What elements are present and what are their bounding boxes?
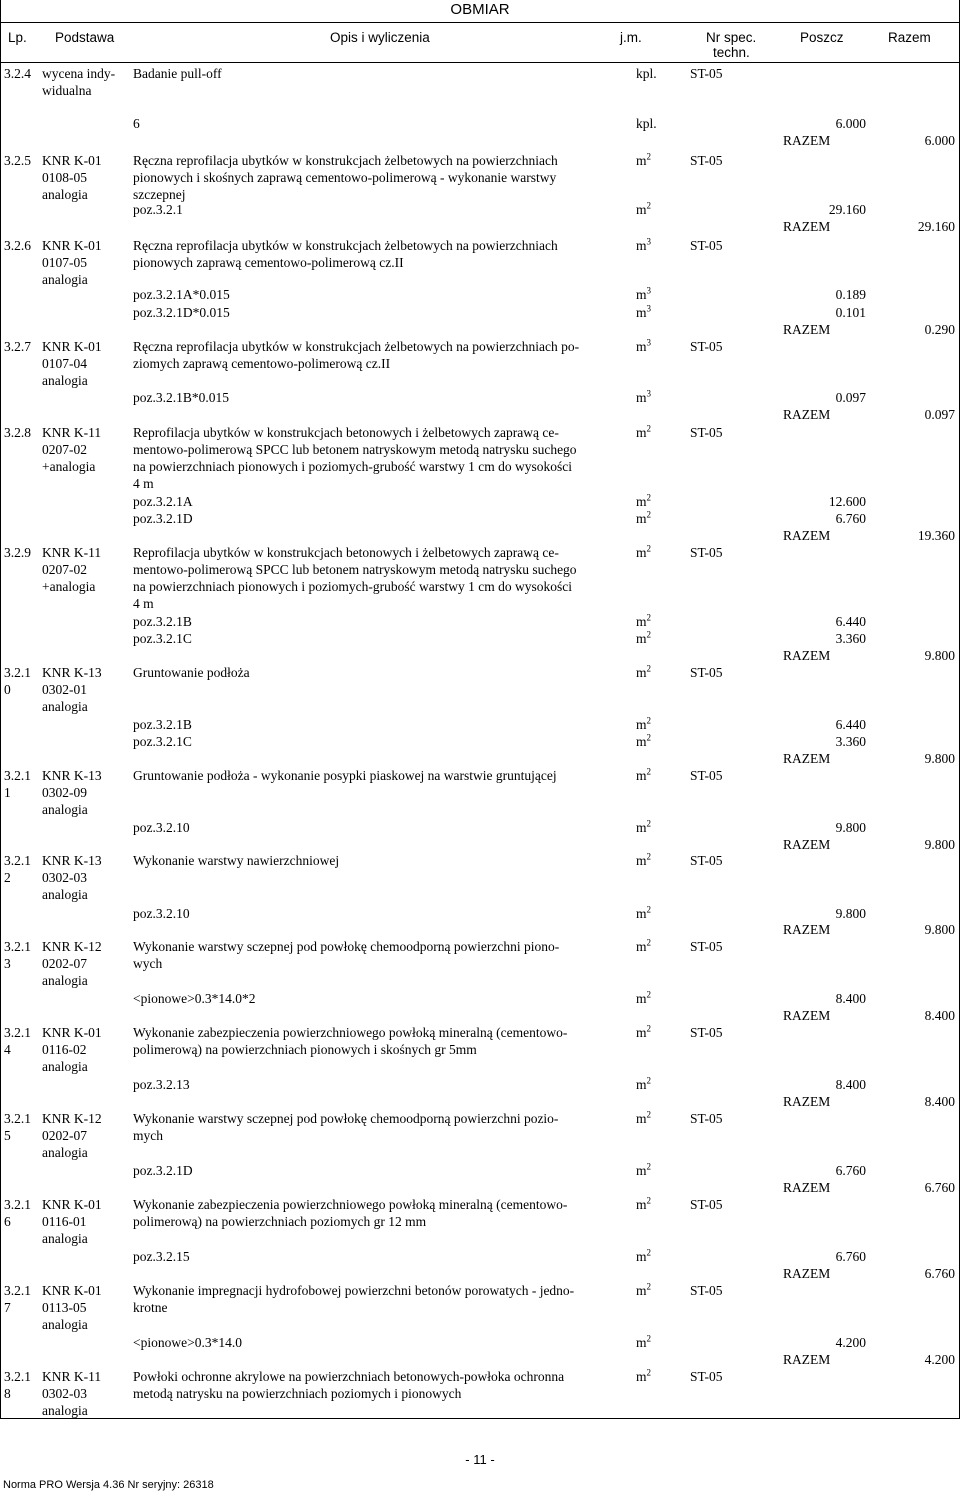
item-spec: ST-05 <box>690 768 723 783</box>
item-basis: analogia <box>42 1403 88 1418</box>
calc-formula: poz.3.2.1C <box>133 631 192 646</box>
item-basis: KNR K-01 <box>42 238 102 253</box>
calc-unit: $m^2$ <box>636 715 652 732</box>
item-number: 3.2.6 <box>4 238 31 253</box>
col-header-lp: Lp. <box>8 30 27 45</box>
page-title: OBMIAR <box>450 1 510 18</box>
razem-label: RAZEM <box>783 837 831 852</box>
razem-label: RAZEM <box>783 648 831 663</box>
item-basis: KNR K-12 <box>42 1111 102 1126</box>
calc-unit: kpl. <box>636 116 657 131</box>
calc-unit: $m^2$ <box>636 492 652 509</box>
item-basis: KNR K-12 <box>42 939 102 954</box>
item-spec: ST-05 <box>690 939 723 954</box>
item-number: 3.2.1 <box>4 939 31 954</box>
calc-value: 0.101 <box>835 305 866 320</box>
item-basis: +analogia <box>42 459 96 474</box>
calc-formula: poz.3.2.1D*0.015 <box>133 305 230 320</box>
item-basis: 0302-03 <box>42 1386 87 1401</box>
calc-formula: poz.3.2.1C <box>133 734 192 749</box>
calc-value: 0.097 <box>835 390 866 405</box>
item-description: pionowych zaprawą cementowo-polimerową cz.II <box>133 255 404 270</box>
calc-unit: $m^2$ <box>636 1075 652 1092</box>
calc-value: 6.760 <box>835 1163 866 1178</box>
item-description: Wykonanie warstwy sczepnej pod powłokę chemoodporną powierzchni piono- <box>133 939 560 954</box>
col-header-nrspec-2: techn. <box>713 45 750 60</box>
calc-formula: poz.3.2.10 <box>133 906 190 921</box>
item-description: 4 m <box>133 596 154 611</box>
item-basis: KNR K-01 <box>42 339 102 354</box>
item-description: na powierzchniach pionowych i poziomych-grubość warstwy 1 cm do wysokości <box>133 579 573 594</box>
razem-total: 6.000 <box>924 133 955 148</box>
software-version: Norma PRO Wersja 4.36 Nr seryjny: 26318 <box>3 1479 214 1491</box>
col-header-podstawa: Podstawa <box>55 30 115 45</box>
item-description: Reprofilacja ubytków w konstrukcjach betonowych i żelbetowych zaprawą ce- <box>133 425 559 440</box>
item-basis: 0108-05 <box>42 170 87 185</box>
item-unit: $m^2$ <box>636 1367 652 1384</box>
item-description: ziomych zaprawą cementowo-polimerową cz.II <box>133 356 391 371</box>
calc-formula: poz.3.2.1D <box>133 1163 193 1178</box>
razem-label: RAZEM <box>783 133 831 148</box>
col-header-jm: j.m. <box>620 30 642 45</box>
item-basis: 0107-04 <box>42 356 87 371</box>
item-basis: analogia <box>42 887 88 902</box>
calc-formula: poz.3.2.1D <box>133 511 193 526</box>
item-unit: $m^2$ <box>636 766 652 783</box>
item-number: 3.2.1 <box>4 853 31 868</box>
item-basis: 0116-02 <box>42 1042 87 1057</box>
item-basis: analogia <box>42 1145 88 1160</box>
calc-formula: poz.3.2.1A*0.015 <box>133 287 230 302</box>
item-basis: analogia <box>42 802 88 817</box>
item-description: mentowo-polimerową SPCC lub betonem natryskowym metodą natrysku suchego <box>133 562 577 577</box>
item-description: na powierzchniach pionowych i poziomych-grubość warstwy 1 cm do wysokości <box>133 459 573 474</box>
razem-label: RAZEM <box>783 1352 831 1367</box>
razem-label: RAZEM <box>783 528 831 543</box>
item-description: Wykonanie impregnacji hydrofobowej powierzchni betonów porowatych - jedno- <box>133 1283 575 1298</box>
razem-total: 4.200 <box>924 1352 955 1367</box>
razem-total: 29.160 <box>917 219 955 234</box>
item-basis: KNR K-11 <box>42 545 102 560</box>
item-unit: $m^2$ <box>636 1195 652 1212</box>
item-basis: analogia <box>42 1231 88 1246</box>
item-spec: ST-05 <box>690 1197 723 1212</box>
item-basis: analogia <box>42 1317 88 1332</box>
item-basis: 0207-02 <box>42 562 87 577</box>
calc-formula: <pionowe>0.3*14.0 <box>133 1335 242 1350</box>
calc-value: 8.400 <box>835 991 866 1006</box>
item-spec: ST-05 <box>690 853 723 868</box>
razem-label: RAZEM <box>783 1008 831 1023</box>
calc-formula: poz.3.2.15 <box>133 1249 190 1264</box>
table-bottom-rule <box>0 1418 960 1419</box>
calc-value: 8.400 <box>835 1077 866 1092</box>
item-basis: KNR K-11 <box>42 425 102 440</box>
item-basis: +analogia <box>42 579 96 594</box>
item-unit: $m^2$ <box>636 543 652 560</box>
item-description: Wykonanie warstwy nawierzchniowej <box>133 853 340 868</box>
item-description: Powłoki ochronne akrylowe na powierzchniach betonowych-powłoka ochronna <box>133 1369 565 1384</box>
item-basis: 0107-05 <box>42 255 87 270</box>
razem-total: 19.360 <box>917 528 955 543</box>
item-unit: $m^2$ <box>636 851 652 868</box>
razem-label: RAZEM <box>783 407 831 422</box>
calc-unit: $m^2$ <box>636 818 652 835</box>
item-basis: KNR K-13 <box>42 853 102 868</box>
item-description: Ręczna reprofilacja ubytków w konstrukcjach żelbetowych na powierzchniach <box>133 238 558 253</box>
item-unit: $m^2$ <box>636 423 652 440</box>
page-number: - 11 - <box>465 1452 495 1467</box>
item-description: Ręczna reprofilacja ubytków w konstrukcjach żelbetowych na powierzchniach <box>133 153 558 168</box>
calc-value: 9.800 <box>835 906 866 921</box>
item-spec: ST-05 <box>690 339 723 354</box>
col-header-opis: Opis i wyliczenia <box>330 30 430 45</box>
razem-total: 9.800 <box>924 648 955 663</box>
item-number: 3.2.1 <box>4 1111 31 1126</box>
item-number: 3.2.1 <box>4 1025 31 1040</box>
item-unit: $m^3$ <box>636 236 652 253</box>
calc-formula: 6 <box>133 116 140 131</box>
item-description: Wykonanie zabezpieczenia powierzchniowego powłoką mineralną (cementowo- <box>133 1025 568 1040</box>
item-description: mych <box>133 1128 163 1143</box>
item-description: Badanie pull-off <box>133 66 222 81</box>
item-basis: KNR K-01 <box>42 1025 102 1040</box>
item-number: 3.2.4 <box>4 66 31 81</box>
item-description: Wykonanie warstwy sczepnej pod powłokę chemoodporną powierzchni pozio- <box>133 1111 559 1126</box>
item-description: mentowo-polimerową SPCC lub betonem natryskowym metodą natrysku suchego <box>133 442 577 457</box>
razem-label: RAZEM <box>783 751 831 766</box>
calc-unit: $m^2$ <box>636 1333 652 1350</box>
item-number: 3.2.1 <box>4 1369 31 1384</box>
item-basis: analogia <box>42 272 88 287</box>
item-spec: ST-05 <box>690 66 723 81</box>
calc-value: 29.160 <box>828 202 866 217</box>
calc-value: 4.200 <box>835 1335 866 1350</box>
item-spec: ST-05 <box>690 545 723 560</box>
calc-unit: $m^2$ <box>636 200 652 217</box>
calc-formula: poz.3.2.13 <box>133 1077 190 1092</box>
item-basis: 0202-07 <box>42 956 87 971</box>
razem-total: 0.097 <box>924 407 955 422</box>
calc-formula: poz.3.2.1B <box>133 614 192 629</box>
calc-formula: poz.3.2.1B*0.015 <box>133 390 229 405</box>
item-description: Wykonanie zabezpieczenia powierzchniowego powłoką mineralną (cementowo- <box>133 1197 568 1212</box>
item-description: Reprofilacja ubytków w konstrukcjach betonowych i żelbetowych zaprawą ce- <box>133 545 559 560</box>
calc-value: 6.440 <box>835 717 866 732</box>
item-number: 8 <box>4 1386 11 1401</box>
calc-formula: poz.3.2.1B <box>133 717 192 732</box>
item-basis: wycena indy- <box>42 66 116 81</box>
item-basis: analogia <box>42 699 88 714</box>
calc-unit: $m^2$ <box>636 1161 652 1178</box>
item-basis: KNR K-01 <box>42 1283 102 1298</box>
item-number: 1 <box>4 785 11 800</box>
item-basis: KNR K-11 <box>42 1369 102 1384</box>
item-basis: 0116-01 <box>42 1214 87 1229</box>
calc-unit: $m^2$ <box>636 732 652 749</box>
item-basis: 0113-05 <box>42 1300 87 1315</box>
calc-value: 3.360 <box>835 631 866 646</box>
item-basis: KNR K-01 <box>42 1197 102 1212</box>
item-description: Ręczna reprofilacja ubytków w konstrukcjach żelbetowych na powierzchniach po- <box>133 339 580 354</box>
item-number: 3.2.7 <box>4 339 31 354</box>
item-number: 6 <box>4 1214 11 1229</box>
item-number: 5 <box>4 1128 11 1143</box>
razem-total: 9.800 <box>924 922 955 937</box>
item-number: 3.2.5 <box>4 153 31 168</box>
calc-formula: poz.3.2.1 <box>133 202 183 217</box>
col-header-poszcz: Poszcz <box>800 30 844 45</box>
item-basis: 0302-01 <box>42 682 87 697</box>
item-spec: ST-05 <box>690 665 723 680</box>
razem-total: 8.400 <box>924 1094 955 1109</box>
header-bottom-rule <box>0 62 960 63</box>
item-spec: ST-05 <box>690 1111 723 1126</box>
item-description: Gruntowanie podłoża - wykonanie posypki piaskowej na warstwie gruntującej <box>133 768 557 783</box>
item-unit: $m^3$ <box>636 337 652 354</box>
item-basis: widualna <box>42 83 92 98</box>
header-top-rule <box>0 22 960 23</box>
calc-formula: <pionowe>0.3*14.0*2 <box>133 991 256 1006</box>
item-number: 2 <box>4 870 11 885</box>
item-spec: ST-05 <box>690 425 723 440</box>
item-basis: 0302-03 <box>42 870 87 885</box>
item-number: 3.2.1 <box>4 768 31 783</box>
razem-total: 6.760 <box>924 1180 955 1195</box>
item-description: pionowych i skośnych zaprawą cementowo-polimerową - wykonanie warstwy <box>133 170 557 185</box>
calc-value: 12.600 <box>828 494 866 509</box>
item-spec: ST-05 <box>690 153 723 168</box>
item-unit: $m^2$ <box>636 1281 652 1298</box>
item-number: 3.2.9 <box>4 545 31 560</box>
razem-label: RAZEM <box>783 922 831 937</box>
calc-unit: $m^2$ <box>636 1247 652 1264</box>
item-unit: $m^2$ <box>636 937 652 954</box>
item-description: polimerową) na powierzchniach poziomych gr 12 mm <box>133 1214 427 1229</box>
item-description: wych <box>133 956 163 971</box>
razem-total: 9.800 <box>924 837 955 852</box>
item-number: 3.2.1 <box>4 1283 31 1298</box>
item-spec: ST-05 <box>690 1283 723 1298</box>
item-basis: analogia <box>42 187 88 202</box>
item-number: 3.2.1 <box>4 1197 31 1212</box>
calc-formula: poz.3.2.10 <box>133 820 190 835</box>
razem-label: RAZEM <box>783 322 831 337</box>
item-unit: $m^2$ <box>636 151 652 168</box>
calc-unit: $m^2$ <box>636 612 652 629</box>
item-basis: analogia <box>42 373 88 388</box>
calc-unit: $m^2$ <box>636 989 652 1006</box>
razem-total: 9.800 <box>924 751 955 766</box>
razem-total: 8.400 <box>924 1008 955 1023</box>
item-number: 7 <box>4 1300 11 1315</box>
item-basis: analogia <box>42 1059 88 1074</box>
item-unit: $m^2$ <box>636 1109 652 1126</box>
item-unit: $m^2$ <box>636 1023 652 1040</box>
calc-value: 6.760 <box>835 1249 866 1264</box>
calc-value: 6.000 <box>835 116 866 131</box>
item-basis: 0202-07 <box>42 1128 87 1143</box>
razem-label: RAZEM <box>783 1266 831 1281</box>
razem-label: RAZEM <box>783 219 831 234</box>
razem-total: 6.760 <box>924 1266 955 1281</box>
item-basis: KNR K-13 <box>42 768 102 783</box>
razem-total: 0.290 <box>924 322 955 337</box>
item-unit: $m^2$ <box>636 663 652 680</box>
calc-value: 0.189 <box>835 287 866 302</box>
item-spec: ST-05 <box>690 1025 723 1040</box>
calc-formula: poz.3.2.1A <box>133 494 193 509</box>
item-unit: kpl. <box>636 66 657 81</box>
calc-unit: $m^2$ <box>636 904 652 921</box>
table-left-border <box>0 0 1 1418</box>
calc-unit: $m^3$ <box>636 303 652 320</box>
razem-label: RAZEM <box>783 1180 831 1195</box>
calc-unit: $m^2$ <box>636 509 652 526</box>
calc-unit: $m^3$ <box>636 285 652 302</box>
item-number: 0 <box>4 682 11 697</box>
col-header-razem: Razem <box>888 30 931 45</box>
item-description: Gruntowanie podłoża <box>133 665 250 680</box>
item-basis: 0207-02 <box>42 442 87 457</box>
calc-value: 6.440 <box>835 614 866 629</box>
calc-unit: $m^2$ <box>636 629 652 646</box>
item-number: 3 <box>4 956 11 971</box>
item-spec: ST-05 <box>690 1369 723 1384</box>
item-description: krotne <box>133 1300 168 1315</box>
calc-value: 6.760 <box>835 511 866 526</box>
calc-value: 9.800 <box>835 820 866 835</box>
item-number: 3.2.1 <box>4 665 31 680</box>
razem-label: RAZEM <box>783 1094 831 1109</box>
item-description: polimerową) na powierzchniach pionowych i skośnych gr 5mm <box>133 1042 477 1057</box>
item-basis: 0302-09 <box>42 785 87 800</box>
calc-unit: $m^3$ <box>636 388 652 405</box>
item-number: 3.2.8 <box>4 425 31 440</box>
item-basis: analogia <box>42 973 88 988</box>
item-basis: KNR K-01 <box>42 153 102 168</box>
item-number: 4 <box>4 1042 11 1057</box>
item-description: 4 m <box>133 476 154 491</box>
item-description: metodą natrysku na powierzchniach poziomych i pionowych <box>133 1386 462 1401</box>
item-description: szczepnej <box>133 187 186 202</box>
item-basis: KNR K-13 <box>42 665 102 680</box>
item-spec: ST-05 <box>690 238 723 253</box>
calc-value: 3.360 <box>835 734 866 749</box>
col-header-nrspec: Nr spec. <box>706 30 757 45</box>
